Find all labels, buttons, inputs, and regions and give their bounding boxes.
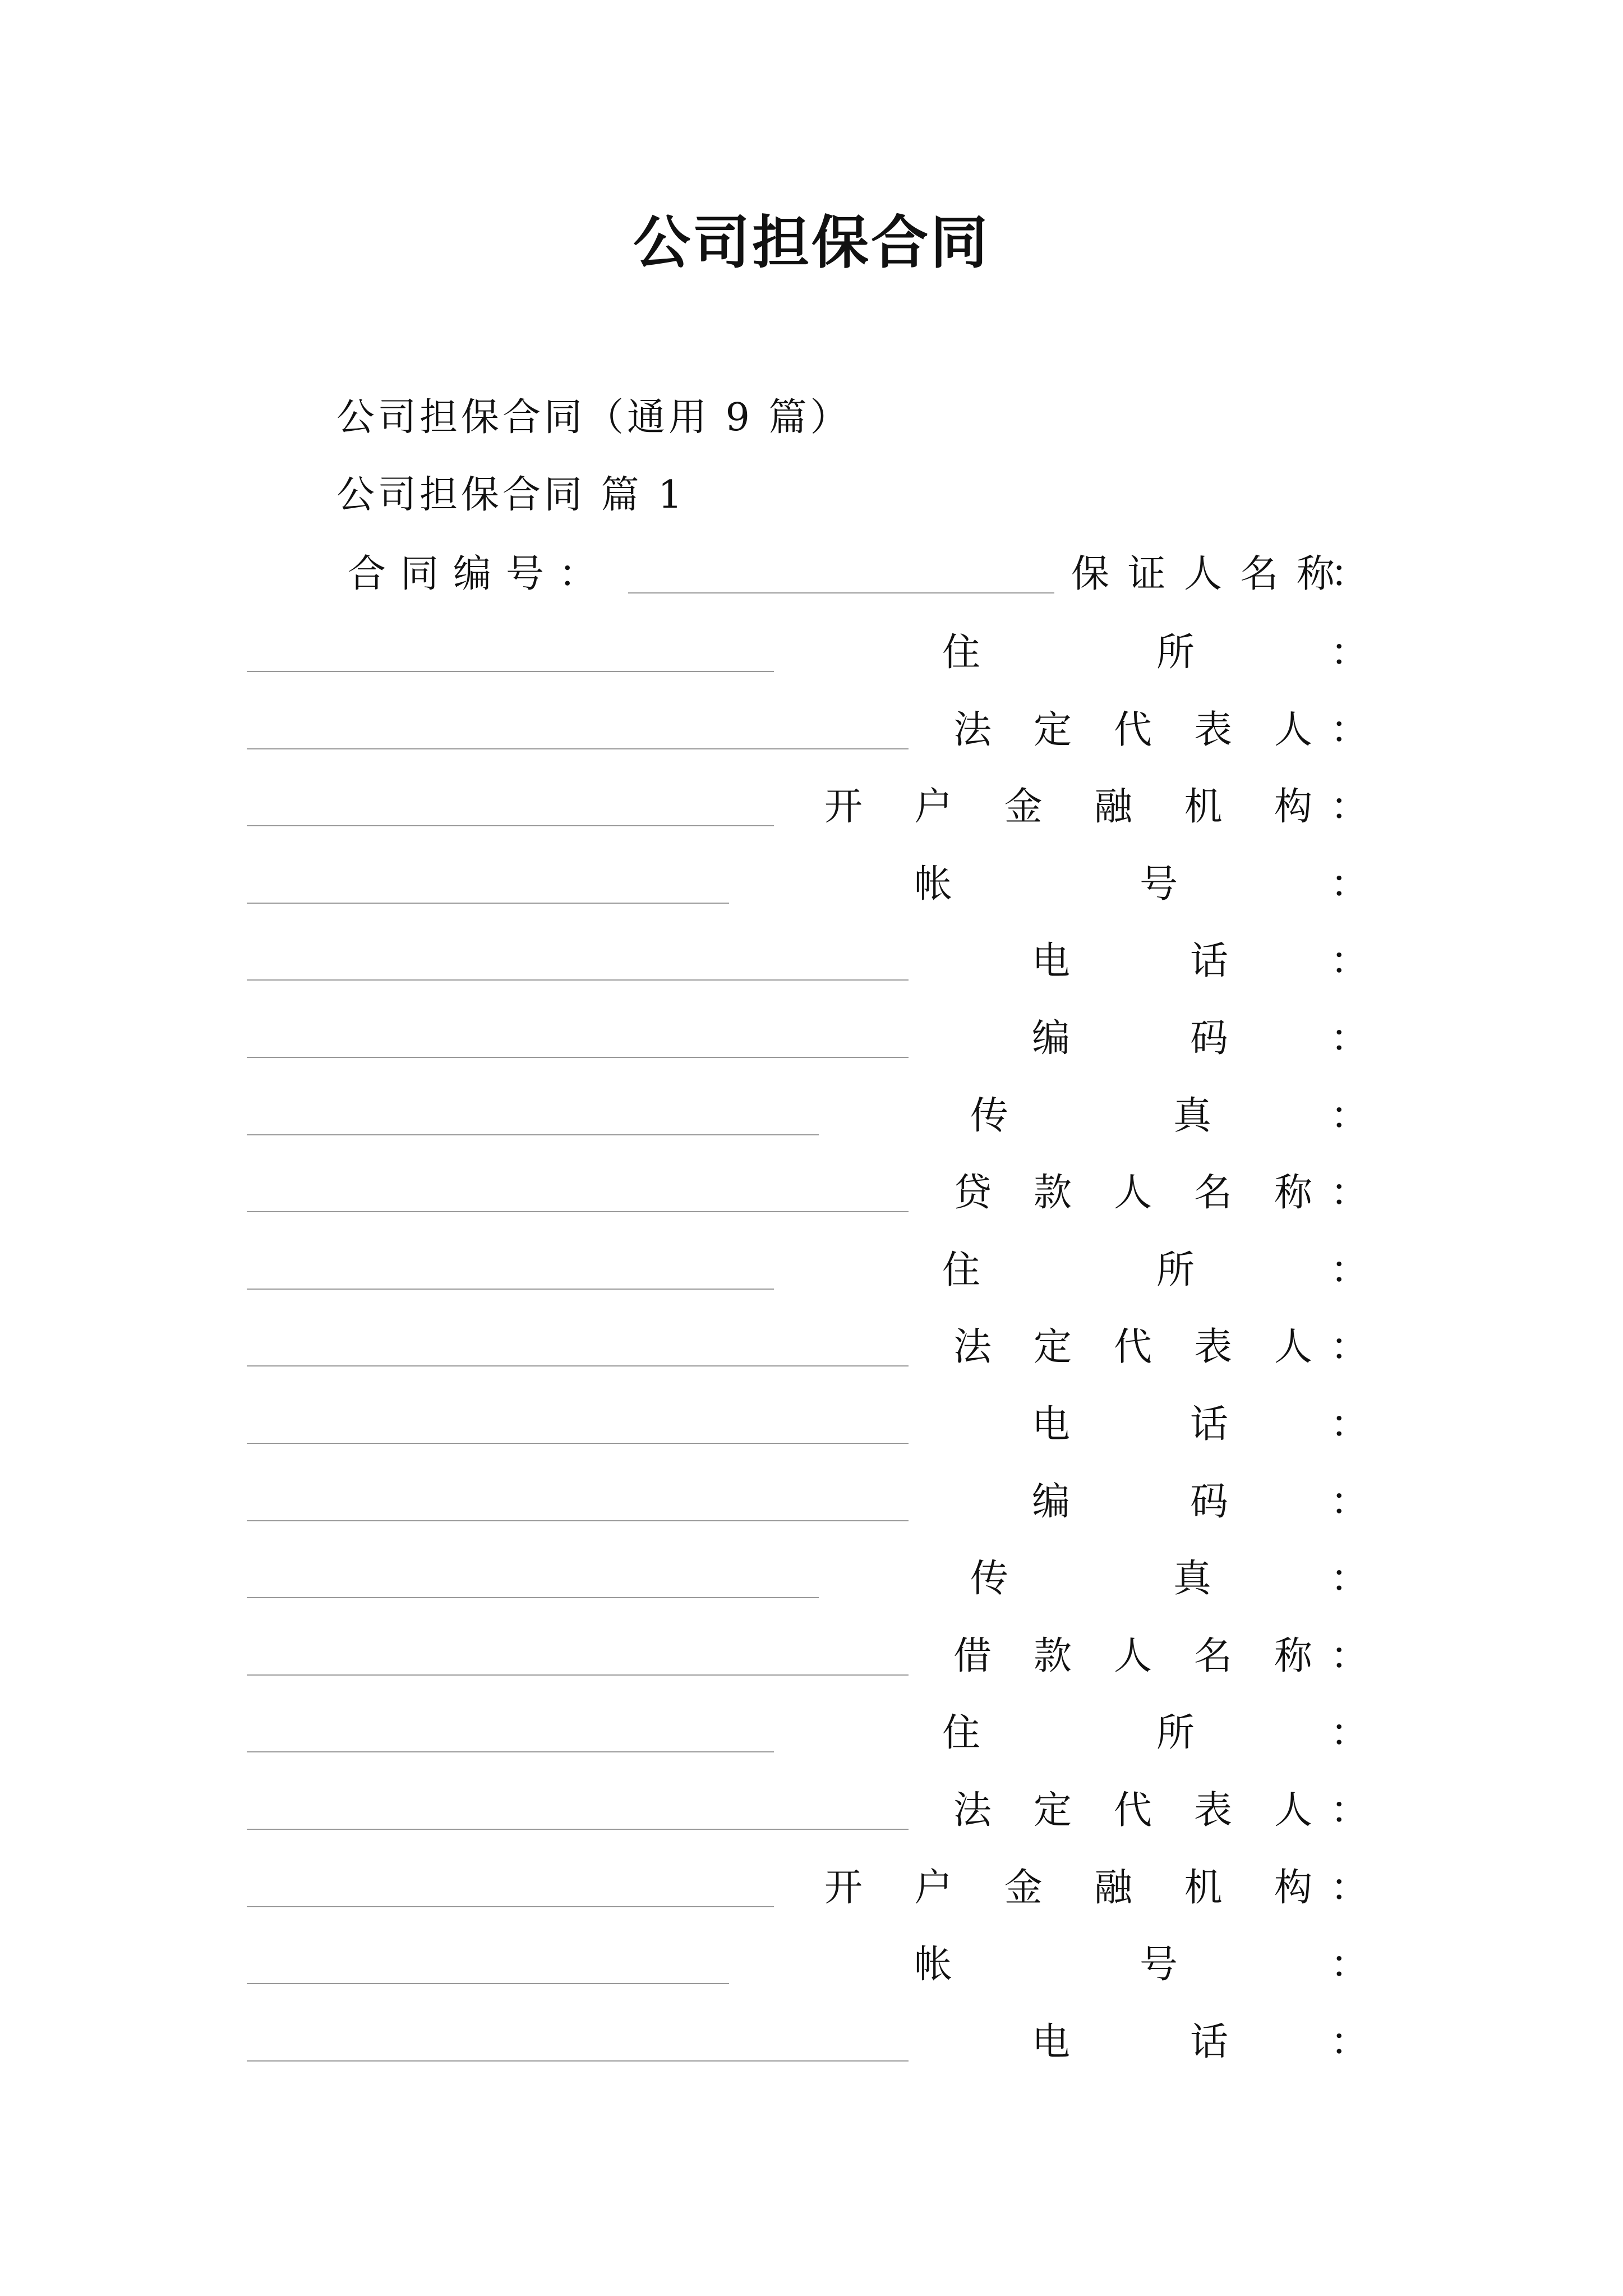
field-label: 编 码 — [1032, 1480, 1228, 1524]
blank-line — [247, 1134, 819, 1135]
subtitle: 公司担保合同（通用 9 篇） — [336, 395, 852, 440]
colon: ： — [1330, 939, 1368, 983]
colon: ： — [1330, 1094, 1368, 1138]
colon: ： — [1330, 862, 1368, 907]
field-row — [247, 1162, 1368, 1223]
blank-line — [247, 979, 909, 981]
blank-line — [247, 1983, 729, 1984]
colon: ： — [1330, 1866, 1368, 1910]
field-label: 法 定 代 表 人 — [953, 1788, 1312, 1833]
page-title: 公司担保合同 — [633, 209, 990, 277]
field-label: 电 话 — [1032, 1402, 1228, 1447]
colon: ： — [1330, 708, 1368, 752]
blank-line — [247, 1597, 819, 1598]
field-row — [247, 930, 1368, 992]
field-row — [247, 1471, 1368, 1533]
colon: ： — [1330, 1788, 1368, 1833]
blank-line — [247, 1751, 774, 1752]
colon: ： — [1330, 1634, 1368, 1678]
field-row — [247, 1239, 1368, 1301]
field-row — [247, 1625, 1368, 1687]
field-row — [247, 1085, 1368, 1147]
colon: ： — [1330, 552, 1368, 596]
colon: ： — [1330, 1943, 1368, 1987]
field-row — [247, 1007, 1368, 1069]
field-label: 传 真 — [970, 1094, 1211, 1138]
colon: ： — [1330, 1248, 1368, 1292]
field-row — [247, 853, 1368, 915]
field-label: 开 户 金 融 机 构 — [824, 785, 1312, 829]
field-label: 编 码 — [1032, 1016, 1228, 1061]
field-label: 住 所 — [942, 1248, 1195, 1292]
colon: ： — [1330, 1557, 1368, 1601]
colon: ： — [1330, 631, 1368, 675]
field-row — [247, 1316, 1368, 1378]
field-row — [247, 776, 1368, 838]
colon: ： — [1330, 1402, 1368, 1447]
field-row — [247, 1779, 1368, 1841]
colon: ： — [1330, 2020, 1368, 2064]
field-label: 法 定 代 表 人 — [953, 1325, 1312, 1369]
field-row — [247, 1393, 1368, 1455]
blank-line — [247, 1443, 909, 1444]
field-label: 贷 款 人 名 称 — [953, 1171, 1312, 1215]
blank-line — [247, 1906, 774, 1907]
colon: ： — [1330, 1325, 1368, 1369]
blank-line — [247, 1211, 909, 1212]
blank-line — [247, 825, 774, 826]
colon: ： — [1330, 1480, 1368, 1524]
blank-line — [247, 1057, 909, 1058]
blank-line — [247, 903, 729, 904]
blank-line — [247, 1674, 909, 1676]
field-row — [247, 1934, 1368, 1995]
blank-line — [247, 1365, 909, 1366]
blank-line — [247, 1829, 909, 1830]
field-label: 住 所 — [942, 631, 1195, 675]
blank-line — [247, 1289, 774, 1290]
field-row — [247, 699, 1368, 761]
field-label: 开 户 金 融 机 构 — [824, 1866, 1312, 1910]
field-label: 住 所 — [942, 1711, 1195, 1755]
field-row — [247, 1702, 1368, 1764]
field-row — [247, 2011, 1368, 2073]
field-label: 帐 号 — [914, 1943, 1178, 1987]
contract-no-label: 合同编号： — [348, 552, 612, 596]
field-label: 电 话 — [1032, 939, 1228, 983]
colon: ： — [1330, 1016, 1368, 1061]
field-label: 传 真 — [970, 1557, 1211, 1601]
field-row — [247, 1548, 1368, 1609]
field-label: 借 款 人 名 称 — [953, 1634, 1312, 1678]
field-label: 法 定 代 表 人 — [953, 708, 1312, 752]
field-row — [247, 622, 1368, 683]
field-row — [247, 1857, 1368, 1918]
section-heading: 公司担保合同 篇 1 — [336, 473, 686, 517]
blank-line — [247, 671, 774, 672]
contract-no-row — [348, 543, 1368, 605]
field-label: 电 话 — [1032, 2020, 1228, 2064]
blank-line — [247, 1520, 909, 1521]
field-label: 帐 号 — [914, 862, 1178, 907]
colon: ： — [1330, 1711, 1368, 1755]
blank-line — [247, 748, 909, 749]
contract-no-blank — [628, 592, 1054, 593]
colon: ： — [1330, 1171, 1368, 1215]
guarantor-name-label: 保 证 人 名 称 — [1071, 552, 1335, 596]
blank-line — [247, 2060, 909, 2062]
colon: ： — [1330, 785, 1368, 829]
